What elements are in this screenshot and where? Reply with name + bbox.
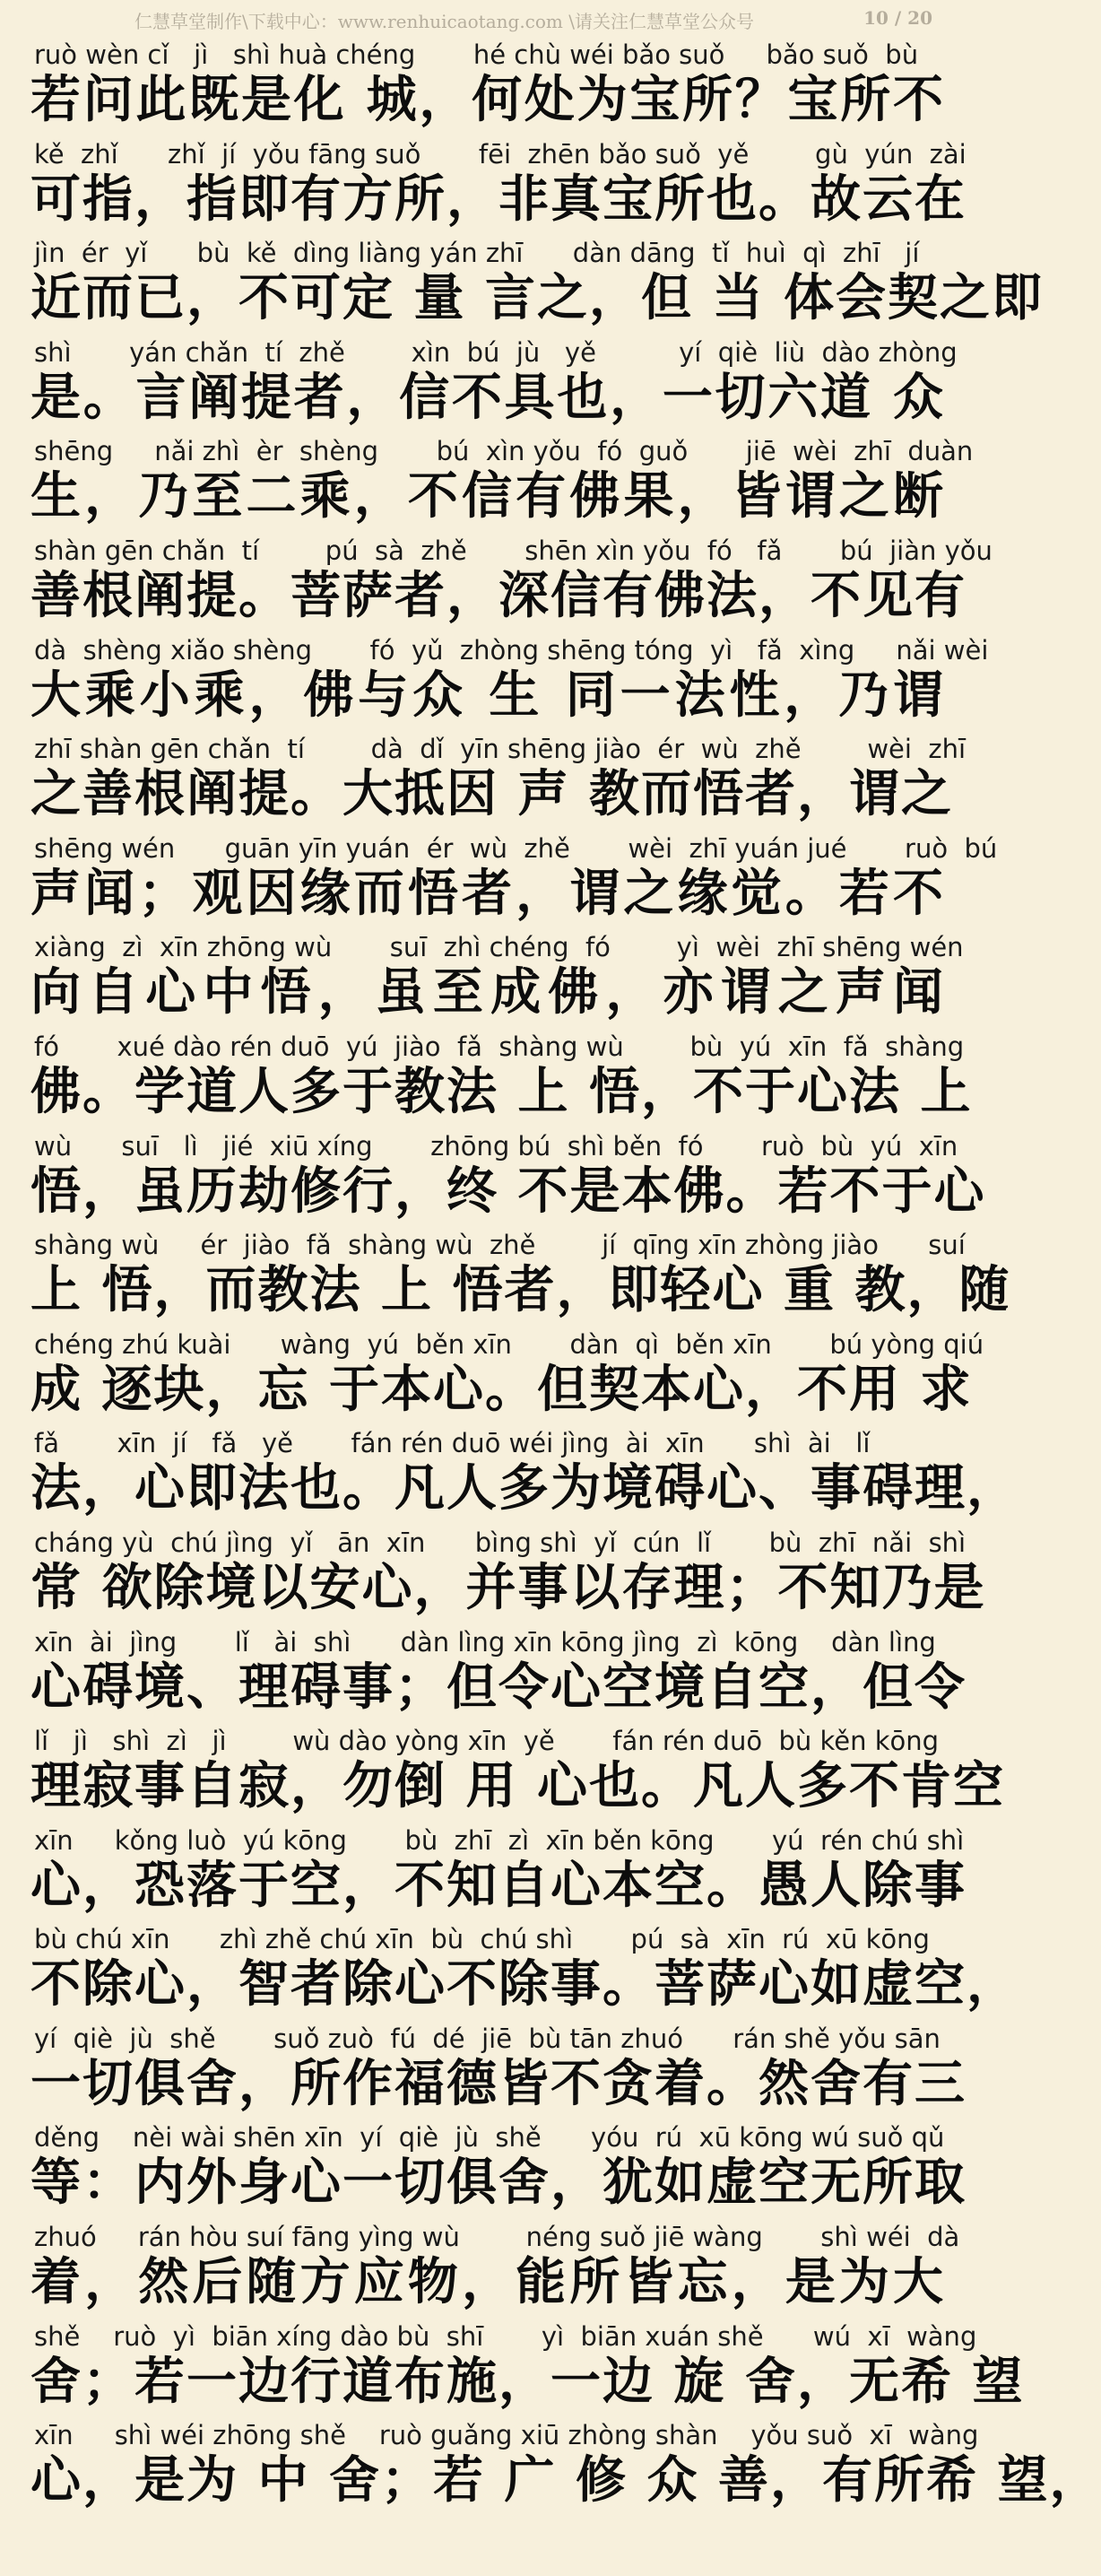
text-line (0, 1822, 968, 1921)
pinyin-row: fó xué dào rén duō yú jiào fǎ shàng wù bù yú xīn fǎ shàng (34, 1031, 965, 1062)
hanzi-row: 法，心即法也。凡人多为境碍心、事碍理， (30, 1459, 1019, 1519)
text-line (0, 2218, 968, 2318)
hanzi-row: 佛。学道人多于教法 上 悟，不于心法 上 (30, 1062, 973, 1121)
text-line (0, 2416, 1101, 2516)
hanzi-row: 常 欲除境以安心，并事以存理；不知乃是 (30, 1558, 986, 1617)
text-line (0, 1326, 984, 1425)
pinyin-row: wù suī lì jié xiū xíng zhōng bú shì běn fó ruò bù yú xīn (34, 1130, 958, 1162)
pinyin-row: lǐ jì shì zì jì wù dào yòng xīn yě fán rén duō bù kěn kōng (34, 1726, 940, 1757)
pinyin-row: dà shèng xiǎo shèng fó yǔ zhòng shēng tóng yì fǎ xìng nǎi wèi (34, 634, 989, 666)
text-body (0, 36, 1101, 2516)
hanzi-row: 之善根阐提。大抵因 声 教而悟者，谓之 (30, 765, 953, 824)
text-line (0, 2318, 1025, 2417)
pinyin-row: bù chú xīn zhì zhě chú xīn bù chú shì pú sà xīn rú xū kōng (34, 1924, 930, 1955)
hanzi-row: 一切俱舍，所作福德皆不贪着。然舍有三 (30, 2054, 967, 2113)
pinyin-row: shì yán chǎn tí zhě xìn bú jù yě yí qiè liù dào zhòng (34, 336, 958, 368)
pinyin-row: děng nèi wài shēn xīn yí qiè jù shě yóu rú xū kōng wú suǒ qǔ (34, 2122, 945, 2154)
text-line (0, 1226, 1011, 1326)
pinyin-row: xīn shì wéi zhōng shě ruò guǎng xiū zhòng shàn yǒu suǒ xī wàng (34, 2420, 979, 2451)
pinyin-row: xīn ài jìng lǐ ài shì dàn lìng xīn kōng jìng zì kōng dàn lìng (34, 1626, 936, 1658)
pinyin-row: xiàng zì xīn zhōng wù suī zhì chéng fó yì wèi zhī shēng wén (34, 932, 964, 963)
hanzi-row: 悟，虽历劫修行，终 不是本佛。若不于心 (30, 1162, 986, 1221)
pinyin-row: yí qiè jù shě suǒ zuò fú dé jiē bù tān zhuó rán shě yǒu sān (34, 2023, 941, 2054)
text-line (0, 1920, 1019, 2020)
hanzi-row: 善根阐提。菩萨者，深信有佛法，不见有 (30, 566, 967, 625)
pinyin-row: cháng yù chú jìng yǐ ān xīn bìng shì yǐ cún lǐ bù zhī nǎi shì (34, 1527, 967, 1558)
text-line (0, 2020, 968, 2119)
pinyin-row: shě ruò yì biān xíng dào bù shī yì biān xuán shě wú xī wàng (34, 2320, 977, 2352)
text-line (0, 928, 968, 1028)
text-line (0, 2119, 968, 2218)
pinyin-row: shàn gēn chǎn tí pú sà zhě shēn xìn yǒu fó fǎ bú jiàn yǒu (34, 535, 993, 566)
text-line (0, 36, 968, 135)
hanzi-row: 着，然后随方应物，能所皆忘，是为大 (30, 2253, 945, 2312)
pinyin-row: fǎ xīn jí fǎ yě fán rén duō wéi jìng ài xīn shì ài lǐ (34, 1428, 871, 1459)
text-line (0, 830, 998, 929)
text-line (0, 135, 968, 235)
text-line (0, 334, 968, 433)
hanzi-row: 若问此既是化 城，何处为宝所？宝所不 (30, 71, 945, 129)
text-line (0, 532, 993, 631)
text-line (0, 432, 974, 532)
text-line (0, 1623, 968, 1723)
hanzi-row: 声闻；观因缘而悟者，谓之缘觉。若不 (30, 864, 945, 923)
text-line (0, 1424, 1019, 1524)
text-line (0, 1722, 1005, 1822)
pinyin-row: shēng wén guān yīn yuán ér wù zhě wèi zhī yuán jué ruò bú (34, 832, 998, 864)
text-line (0, 1524, 986, 1623)
hanzi-row: 生，乃至二乘，不信有佛果，皆谓之断 (30, 467, 945, 527)
hanzi-row: 上 悟，而教法 上 悟者，即轻心 重 教，随 (30, 1261, 1011, 1320)
hanzi-row: 近而已，不可定 量 言之，但 当 体会契之即 (30, 269, 1044, 328)
text-line (0, 730, 968, 830)
hanzi-row: 舍；若一边行道布施，一边 旋 舍，无希 望 (30, 2352, 1025, 2411)
page-number: 10 / 20 (863, 7, 932, 29)
hanzi-row: 向自心中悟，虽至成佛，亦谓之声闻 (30, 963, 945, 1023)
hanzi-row: 大乘小乘，佛与众 生 同一法性，乃谓 (30, 666, 945, 725)
hanzi-row: 心，恐落于空，不知自心本空。愚人除事 (30, 1856, 967, 1915)
hanzi-row: 不除心，智者除心不除事。菩萨心如虚空， (30, 1955, 1019, 2015)
pinyin-row: shēng nǎi zhì èr shèng bú xìn yǒu fó guǒ jiē wèi zhī duàn (34, 436, 974, 467)
pinyin-row: jìn ér yǐ bù kě dìng liàng yán zhī dàn dāng tǐ huì qì zhī jí (34, 238, 920, 269)
pinyin-row: xīn kǒng luò yú kōng bù zhī zì xīn běn kōng yú rén chú shì (34, 1824, 965, 1856)
pinyin-row: kě zhǐ zhǐ jí yǒu fāng suǒ fēi zhēn bǎo suǒ yě gù yún zài (34, 138, 967, 170)
text-line (0, 631, 989, 731)
pinyin-row: zhī shàn gēn chǎn tí dà dǐ yīn shēng jiào ér wù zhě wèi zhī (34, 734, 967, 765)
text-line (0, 1028, 973, 1127)
hanzi-row: 心碍境、理碍事；但令心空境自空，但令 (30, 1658, 967, 1717)
hanzi-row: 心，是为 中 舍；若 广 修 众 善，有所希 望， (30, 2451, 1101, 2511)
hanzi-row: 是。言阐提者，信不具也，一切六道 众 (30, 368, 945, 427)
text-line (0, 1127, 986, 1227)
hanzi-row: 理寂事自寂，勿倒 用 心也。凡人多不肯空 (30, 1757, 1005, 1816)
page-header (0, 0, 968, 34)
hanzi-row: 可指，指即有方所，非真宝所也。故云在 (30, 170, 967, 229)
hanzi-row: 等：内外身心一切俱舍，犹如虚空无所取 (30, 2154, 967, 2213)
pinyin-row: zhuó rán hòu suí fāng yìng wù néng suǒ jiē wàng shì wéi dà (34, 2222, 960, 2253)
pinyin-row: ruò wèn cǐ jì shì huà chéng hé chù wéi bǎo suǒ bǎo suǒ bù (34, 39, 919, 70)
hanzi-row: 成 逐块，忘 于本心。但契本心，不用 求 (30, 1360, 973, 1419)
pinyin-row: shàng wù ér jiào fǎ shàng wù zhě jí qīng xīn zhòng jiào suí (34, 1230, 966, 1261)
source-watermark: 仁慧草堂制作\下载中心：www.renhuicaotang.com \请关注仁慧草堂公众号 (134, 11, 754, 32)
text-line (0, 234, 1044, 334)
pinyin-row: chéng zhú kuài wàng yú běn xīn dàn qì běn xīn bú yòng qiú (34, 1328, 984, 1360)
